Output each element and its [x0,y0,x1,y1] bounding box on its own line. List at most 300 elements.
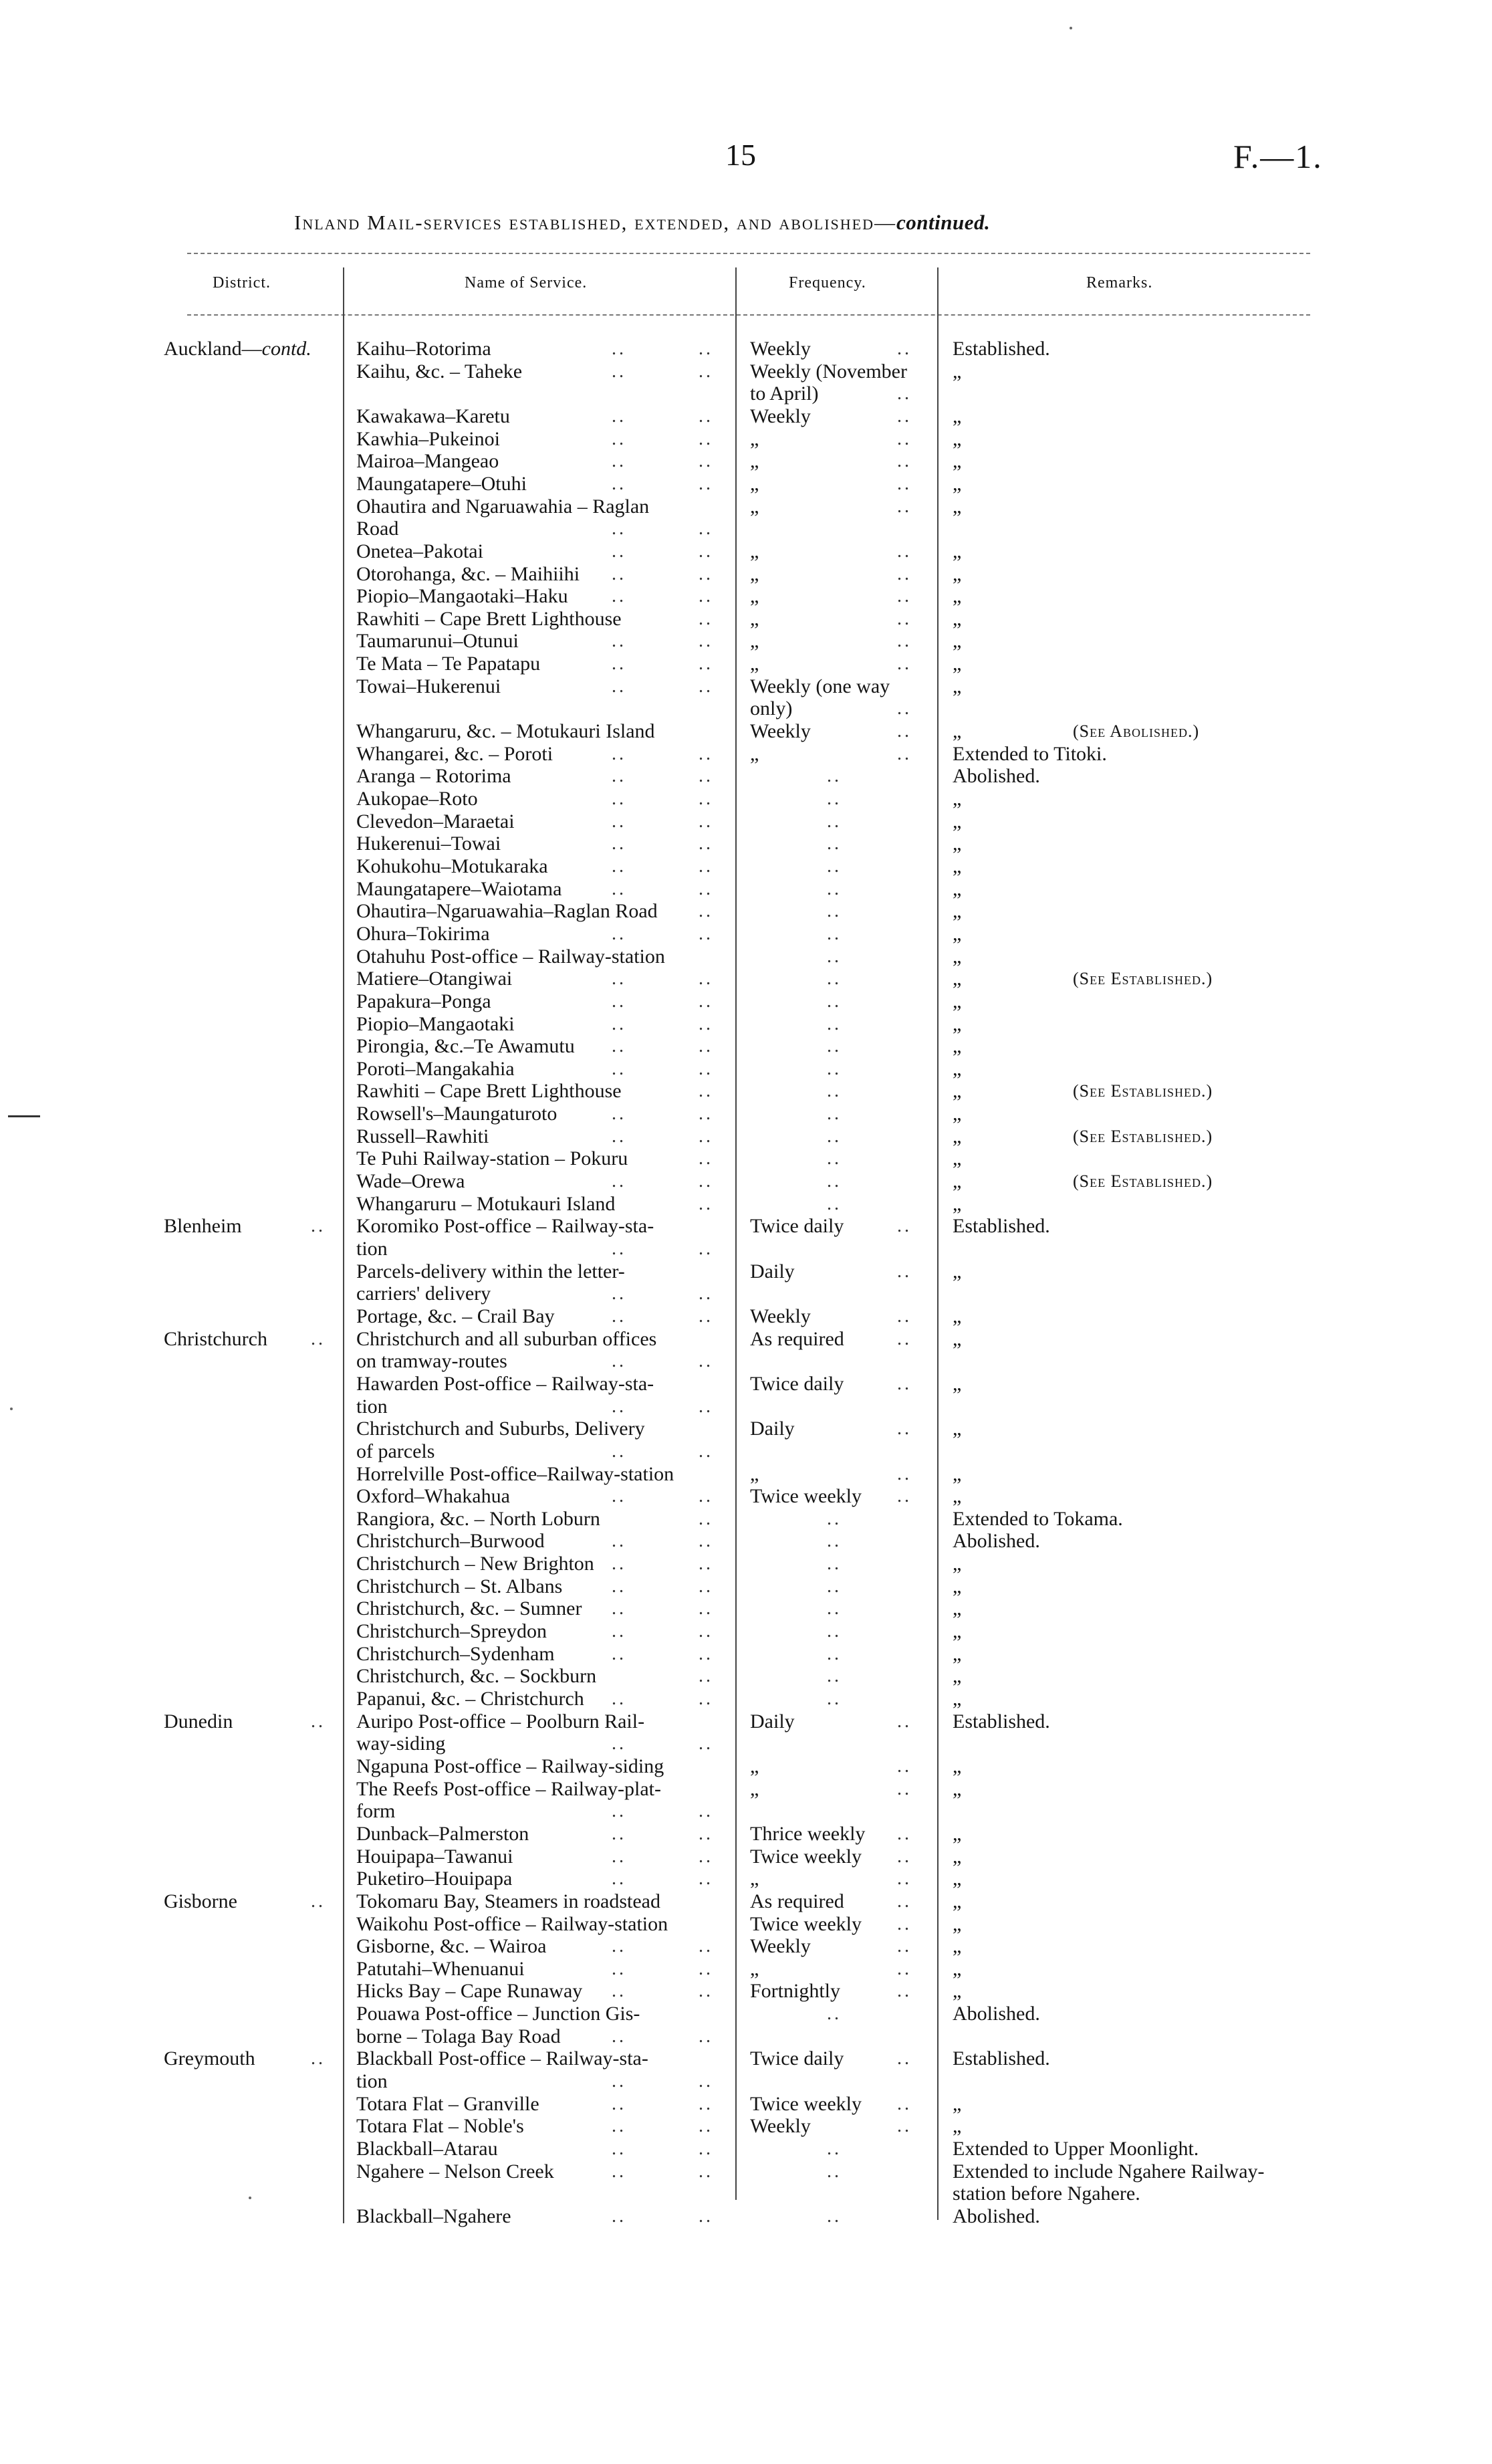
leader-dots: .. [699,1868,713,1890]
frequency-cell: to April) [750,382,819,405]
leader-dots: .. [699,563,713,584]
leader-dots: .. [699,855,713,877]
service-cell: Totara Flat – Granville [356,2092,539,2115]
cross-reference: (See Abolished.) [1073,721,1200,742]
leader-dots: .. [612,338,626,359]
leader-dots: .. [699,810,713,832]
frequency-cell: „ [750,1462,759,1485]
service-cell: Christchurch–Burwood [356,1530,545,1553]
service-cell: of parcels [356,1440,435,1462]
remarks-cell: „ [953,1957,962,1980]
table-row [0,1530,1492,1553]
table-row [0,675,1492,698]
table-row [0,1215,1492,1238]
leader-dots: .. [897,1913,912,1934]
table-row [0,1913,1492,1936]
leader-dots: .. [612,878,626,899]
leader-dots: .. [827,1553,842,1575]
leader-dots: .. [827,968,842,990]
leader-dots: .. [897,1463,912,1484]
remarks-cell: „ [953,675,962,697]
table-row [0,1732,1492,1755]
remarks-cell: „ [953,1777,962,1800]
remarks-cell: „ [953,2092,962,2115]
leader-dots: .. [699,1058,713,1079]
remarks-cell: Established. [953,2047,1050,2070]
leader-dots: .. [827,833,842,855]
table-row [0,1575,1492,1598]
remarks-cell: „ [953,855,962,877]
leader-dots: .. [897,1755,912,1777]
frequency-cell: Weekly [750,405,811,427]
leader-dots: .. [612,1553,626,1575]
leader-dots: .. [699,1171,713,1192]
service-cell: way-siding [356,1732,446,1755]
leader-dots: .. [699,1553,713,1575]
service-cell: Clevedon–Maraetai [356,810,515,832]
table-row [0,1980,1492,2003]
remarks-cell: „ [953,1575,962,1597]
remarks-cell: „ [953,495,962,518]
table-row [0,1260,1492,1283]
service-cell: Tokomaru Bay, Steamers in roadstead [356,1890,660,1912]
leader-dots: .. [699,788,713,809]
leader-dots: .. [827,766,842,787]
remarks-cell: „ [953,585,962,608]
leader-dots: .. [612,1103,626,1125]
service-cell: Te Puhi Railway-station – Pokuru [356,1147,628,1170]
leader-dots: .. [612,766,626,787]
remarks-cell: „ [953,945,962,968]
table-row [0,1103,1492,1125]
frequency-cell: Twice weekly [750,1485,862,1508]
service-cell: Kawakawa–Karetu [356,405,510,427]
service-cell: Horrelville Post-office–Railway-station [356,1462,674,1485]
leader-dots: .. [897,428,912,449]
leader-dots: .. [897,1890,912,1912]
leader-dots: .. [699,1238,713,1259]
leader-dots: .. [612,2160,626,2182]
service-cell: Patutahi–Whenuanui [356,1957,525,1980]
table-row [0,382,1492,405]
column-header-service: Name of Service. [465,274,588,292]
leader-dots: .. [699,1193,713,1214]
leader-dots: .. [827,1193,842,1214]
leader-dots: .. [699,428,713,449]
leader-dots: .. [699,2160,713,2182]
leader-dots: .. [827,1058,842,1079]
table-row [0,1485,1492,1508]
table-row [0,1710,1492,1733]
remarks-cell: „ [953,630,962,653]
leader-dots: .. [827,1688,842,1709]
leader-dots: .. [699,631,713,652]
remarks-cell: „ [953,922,962,945]
leader-dots: .. [699,2205,713,2227]
leader-dots: .. [699,1036,713,1057]
remarks-cell: Established. [953,338,1050,360]
district-cell: Greymouth [164,2047,255,2070]
table-row [0,518,1492,540]
cross-reference: (See Established.) [1073,1081,1213,1101]
table-row [0,1035,1492,1058]
leader-dots: .. [897,1260,912,1282]
leader-dots: .. [897,1305,912,1327]
leader-dots: .. [612,1958,626,1979]
leader-dots: .. [827,1508,842,1529]
table-row [0,563,1492,586]
table-row [0,1778,1492,1801]
remarks-cell: „ [953,562,962,585]
leader-dots: .. [827,1013,842,1034]
leader-dots: .. [699,1801,713,1822]
service-cell: Dunback–Palmerston [356,1822,529,1845]
service-cell: Ngahere – Nelson Creek [356,2160,554,2182]
leader-dots: .. [612,1621,626,1642]
leader-dots: .. [311,1328,326,1349]
leader-dots: .. [897,383,912,405]
service-cell: Ohura–Tokirima [356,922,490,945]
leader-dots: .. [897,608,912,629]
frequency-cell: „ [750,540,759,562]
service-cell: Ngapuna Post-office – Railway-siding [356,1755,664,1777]
leader-dots: .. [612,1531,626,1552]
speck [1070,27,1072,29]
table-row [0,1597,1492,1620]
leader-dots: .. [699,833,713,855]
column-header-district: District. [213,274,271,292]
frequency-cell: Daily [750,1710,795,1732]
service-cell: Christchurch–Spreydon [356,1620,547,1643]
remarks-cell: „ [953,1057,962,1080]
remarks-cell: „ [953,1935,962,1958]
leader-dots: .. [699,1936,713,1957]
service-cell: Christchurch, &c. – Sockburn [356,1665,597,1688]
leader-dots: .. [897,405,912,427]
frequency-cell: Daily [750,1260,795,1282]
leader-dots: .. [612,473,626,494]
leader-dots: .. [699,1081,713,1102]
leader-dots: .. [699,2093,713,2114]
leader-dots: .. [612,1351,626,1372]
leader-dots: .. [897,1486,912,1507]
leader-dots: .. [827,2160,842,2182]
leader-dots: .. [612,563,626,584]
leader-dots: .. [699,1148,713,1169]
leader-dots: .. [699,1486,713,1507]
leader-dots: .. [897,631,912,652]
service-cell: Pouawa Post-office – Junction Gis- [356,2003,640,2025]
table-row [0,1755,1492,1778]
table-row [0,338,1492,360]
remarks-cell: „ [953,1080,962,1103]
leader-dots: .. [827,923,842,944]
leader-dots: .. [897,473,912,494]
table-row [0,450,1492,473]
remarks-cell: „ [953,832,962,855]
table-row [0,945,1492,968]
service-cell: Mairoa–Mangeao [356,450,499,473]
table-row [0,653,1492,675]
leader-dots: .. [612,1395,626,1417]
leader-dots: .. [311,1216,326,1237]
service-cell: Christchurch – St. Albans [356,1575,563,1597]
leader-dots: .. [897,1823,912,1844]
frequency-cell: „ [750,1957,759,1980]
service-cell: Totara Flat – Noble's [356,2115,524,2138]
leader-dots: .. [612,810,626,832]
table-row [0,1418,1492,1440]
leader-dots: .. [699,1125,713,1147]
remarks-cell: „ [953,1103,962,1125]
remarks-cell: Abolished. [953,2003,1040,2025]
table-row [0,1508,1492,1531]
leader-dots: .. [897,338,912,359]
leader-dots: .. [699,1981,713,2002]
leader-dots: .. [699,2116,713,2137]
leader-dots: .. [897,653,912,675]
leader-dots: .. [699,1013,713,1034]
leader-dots: .. [699,1688,713,1709]
table-row [0,2160,1492,2183]
table-row [0,1328,1492,1351]
leader-dots: .. [897,1981,912,2002]
leader-dots: .. [897,1418,912,1440]
table-row [0,968,1492,990]
leader-dots: .. [897,1936,912,1957]
table-row [0,1170,1492,1193]
frequency-cell: Twice daily [750,1215,844,1238]
service-cell: Hicks Bay – Cape Runaway [356,1980,583,2003]
service-cell: Christchurch, &c. – Sumner [356,1597,582,1620]
remarks-cell: „ [953,1620,962,1643]
service-cell: Road [356,518,399,540]
leader-dots: .. [699,586,713,607]
leader-dots: .. [897,495,912,517]
remarks-cell: Abolished. [953,2205,1040,2227]
leader-dots: .. [612,405,626,427]
leader-dots: .. [612,2025,626,2047]
leader-dots: .. [612,1036,626,1057]
leader-dots: .. [311,1890,326,1912]
leader-dots: .. [612,631,626,652]
leader-dots: .. [699,2138,713,2159]
leader-dots: .. [612,451,626,472]
title-continued: continued. [896,211,991,234]
service-cell: tion [356,1238,388,1260]
table-row [0,743,1492,766]
frequency-cell: Fortnightly [750,1980,841,2003]
remarks-cell: „ [953,1260,962,1282]
service-cell: Otorohanga, &c. – Maihiihi [356,562,580,585]
frequency-cell: Daily [750,1418,795,1440]
leader-dots: .. [897,1328,912,1349]
leader-dots: .. [612,428,626,449]
leader-dots: .. [612,968,626,990]
leader-dots: .. [699,653,713,675]
service-cell: Christchurch–Sydenham [356,1642,555,1665]
table-row [0,473,1492,495]
table-row [0,2025,1492,2048]
leader-dots: .. [827,878,842,899]
service-cell: Taumarunui–Otunui [356,630,519,653]
remarks-cell: „ [953,990,962,1012]
remarks-cell: „ [953,1688,962,1710]
table-row [0,1238,1492,1260]
leader-dots: .. [612,1058,626,1079]
leader-dots: .. [612,360,626,382]
leader-dots: .. [699,1305,713,1327]
leader-dots: .. [897,1868,912,1890]
leader-dots: .. [612,1013,626,1034]
table-row [0,1013,1492,1036]
document-reference: F.—1. [1233,138,1323,175]
cross-reference: (See Established.) [1073,1171,1213,1192]
leader-dots: .. [827,1103,842,1125]
table-row [0,608,1492,631]
service-cell: Matiere–Otangiwai [356,968,513,990]
leader-dots: .. [612,833,626,855]
service-cell: Hawarden Post-office – Railway-sta- [356,1372,654,1395]
table-row [0,1935,1492,1958]
service-cell: Christchurch – New Brighton [356,1553,594,1575]
leader-dots: .. [827,1148,842,1169]
remarks-cell: „ [953,1418,962,1440]
service-cell: Kaihu–Rotorima [356,338,491,360]
leader-dots: .. [612,518,626,540]
leader-dots: .. [827,1081,842,1102]
frequency-cell: Twice weekly [750,2092,862,2115]
frequency-cell: Weekly [750,1935,811,1958]
leader-dots: .. [699,1958,713,1979]
table-row [0,2115,1492,2138]
service-cell: Christchurch and all suburban offices [356,1327,657,1350]
table-row [0,1395,1492,1418]
remarks-cell: Extended to Titoki. [953,742,1107,765]
leader-dots: .. [897,451,912,472]
remarks-cell: „ [953,1822,962,1845]
leader-dots: .. [699,2025,713,2047]
table-row [0,1058,1492,1081]
table-row [0,1823,1492,1845]
remarks-cell: „ [953,1597,962,1620]
leader-dots: .. [827,2003,842,2025]
leader-dots: .. [612,1598,626,1619]
service-cell: The Reefs Post-office – Railway-plat- [356,1777,661,1800]
service-cell: Ohautira and Ngaruawahia – Raglan [356,495,650,518]
table-row [0,1080,1492,1103]
service-cell: Maungatapere–Otuhi [356,472,527,495]
remarks-cell: „ [953,1035,962,1058]
frequency-cell: Twice weekly [750,1845,862,1868]
leader-dots: .. [612,675,626,697]
cross-reference: (See Established.) [1073,969,1213,989]
leader-dots: .. [897,1958,912,1979]
header-top-rule [187,253,1310,254]
leader-dots: .. [699,1283,713,1305]
remarks-cell: „ [953,1912,962,1935]
remarks-cell: „ [953,1125,962,1147]
district-cell: Blenheim [164,1215,242,1238]
leader-dots: .. [699,1103,713,1125]
frequency-cell: As required [750,1890,844,1912]
leader-dots: .. [827,1666,842,1687]
leader-dots: .. [897,586,912,607]
leader-dots: .. [827,788,842,809]
leader-dots: .. [827,1125,842,1147]
service-cell: Otahuhu Post-office – Railway-station [356,945,665,968]
table-row [0,585,1492,608]
service-cell: Russell–Rawhiti [356,1125,489,1147]
service-cell: Whangaruru, &c. – Motukauri Island [356,720,655,743]
leader-dots: .. [699,1823,713,1844]
leader-dots: .. [311,2048,326,2069]
frequency-cell: „ [750,1868,759,1890]
remarks-cell: station before Ngahere. [953,2182,1140,2205]
leader-dots: .. [612,1283,626,1305]
service-cell: Piopio–Mangaotaki–Haku [356,585,568,608]
remarks-cell: „ [953,1890,962,1912]
leader-dots: .. [897,563,912,584]
frequency-cell: Thrice weekly [750,1822,866,1845]
leader-dots: .. [827,810,842,832]
district-cell: Christchurch [164,1327,267,1350]
frequency-cell: „ [750,630,759,653]
table-row [0,2070,1492,2093]
leader-dots: .. [612,743,626,764]
service-cell: Gisborne, &c. – Wairoa [356,1935,547,1958]
frequency-cell: „ [750,653,759,675]
remarks-cell: „ [953,1642,962,1665]
service-cell: Parcels-delivery within the letter- [356,1260,625,1282]
leader-dots: .. [612,1440,626,1462]
leader-dots: .. [699,473,713,494]
district-cell: Auckland—contd. [164,338,312,360]
leader-dots: .. [699,1733,713,1755]
leader-dots: .. [612,788,626,809]
table-row [0,1282,1492,1305]
table-row [0,990,1492,1013]
table-row [0,1890,1492,1913]
table-row [0,788,1492,810]
service-cell: Papanui, &c. – Christchurch [356,1688,584,1710]
leader-dots: .. [827,855,842,877]
table-row [0,2047,1492,2070]
remarks-cell: „ [953,1845,962,1868]
service-cell: Rangiora, &c. – North Loburn [356,1507,600,1530]
column-header-remarks: Remarks. [1086,274,1153,292]
table-row [0,630,1492,653]
leader-dots: .. [897,540,912,562]
table-row [0,495,1492,518]
cross-reference: (See Established.) [1073,1126,1213,1146]
leader-dots: .. [612,2093,626,2114]
service-cell: Houipapa–Tawanui [356,1845,513,1868]
leader-dots: .. [897,1373,912,1394]
district-cell: Gisborne [164,1890,237,1912]
frequency-cell: Weekly [750,338,811,360]
service-cell: Blackball Post-office – Railway-sta- [356,2047,648,2070]
service-cell: Piopio–Mangaotaki [356,1012,515,1035]
frequency-cell: Twice daily [750,2047,844,2070]
service-cell: Oxford–Whakahua [356,1485,510,1508]
leader-dots: .. [827,1575,842,1597]
remarks-cell: „ [953,450,962,473]
leader-dots: .. [897,743,912,764]
frequency-cell: Twice weekly [750,1912,862,1935]
service-cell: Whangarei, &c. – Poroti [356,742,553,765]
leader-dots: .. [699,675,713,697]
